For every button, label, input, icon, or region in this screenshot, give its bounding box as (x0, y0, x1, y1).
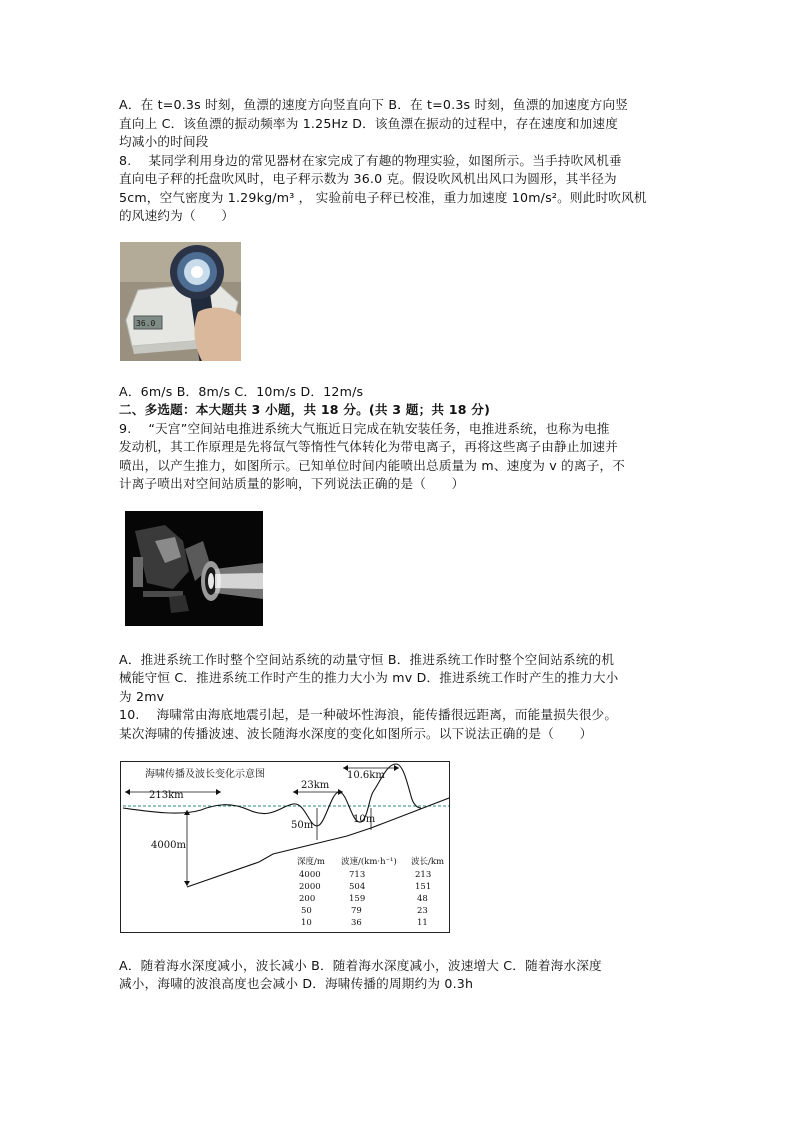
label-10m: 10m (353, 814, 376, 825)
q7-options-line-2: 直向上 C．该鱼漂的振动频率为 1.25Hz D．该鱼漂在振动的过程中，存在速度和加速度 (119, 116, 619, 131)
table-cell: 10 (301, 918, 312, 928)
q8-stem-line-3: 5cm，空气密度为 1.29kg/m³ ， 实验前电子秤已校准，重力加速度 10m/s²。则此时吹风机 (119, 190, 647, 205)
table-cell: 213 (415, 870, 432, 880)
table-cell: 11 (417, 918, 428, 928)
q8-stem-line-1: 8. 某同学利用身边的常见器材在家完成了有趣的物理实验，如图所示。当手持吹风机垂 (119, 153, 622, 168)
table-header-speed: 波速/(km·h⁻¹) (341, 857, 397, 867)
q9-stem-line-4: 计离子喷出对空间站质量的影响，下列说法正确的是（ ） (119, 476, 465, 491)
label-50m: 50m (291, 820, 314, 831)
q10-options-line-2: 减小，海啸的波浪高度也会减小 D．海啸传播的周期约为 0.3h (119, 976, 474, 991)
q9-stem-line-2: 发动机，其工作原理是先将氙气等惰性气体转化为带电离子，再将这些离子由静止加速并 (119, 439, 618, 454)
q8-stem-line-2: 直向电子秤的托盘吹风时，电子秤示数为 36.0 克。假设吹风机出风口为圆形，其半径为 (119, 171, 617, 186)
label-10-6km: 10.6km (347, 770, 385, 781)
q9-stem-line-1: 9. “天宫”空间站电推进系统大气瓶近日完成在轨安装任务，电推进系统，也称为电推 (119, 421, 610, 436)
q9-stem-line-3: 喷出，以产生推力，如图所示。已知单位时间内能喷出总质量为 m、速度为 v 的离子，不 (119, 458, 626, 473)
q8-stem-line-4: 的风速约为（ ） (119, 208, 235, 223)
depth-speed-table (297, 856, 444, 928)
section-heading: 二、多选题：本大题共 3 小题，共 18 分。(共 3 题；共 18 分) (119, 402, 491, 417)
tsunami-diagram (120, 761, 450, 933)
q9-options-line-2: 械能守恒 C．推进系统工作时产生的推力大小为 mv D．推进系统工作时产生的推力大小 (119, 670, 619, 685)
table-cell: 23 (417, 906, 428, 916)
table-cell: 504 (349, 882, 366, 892)
ion-thruster-photo (125, 511, 263, 626)
q9-options-line-1: A．推进系统工作时整个空间站系统的动量守恒 B．推进系统工作时整个空间站系统的机 (119, 652, 615, 667)
hair-dryer-scale-photo (120, 242, 241, 361)
table-cell: 50 (301, 906, 312, 916)
scale-display-reading: 36.0 (136, 319, 156, 328)
table-cell: 2000 (299, 882, 321, 892)
table-cell: 79 (351, 906, 362, 916)
table-header-depth: 深度/m (297, 857, 325, 867)
table-cell: 151 (415, 882, 432, 892)
table-cell: 713 (349, 870, 366, 880)
table-cell: 36 (351, 918, 362, 928)
table-cell: 159 (349, 894, 366, 904)
table-cell: 200 (299, 894, 316, 904)
q7-options-line-3: 均减小的时间段 (119, 134, 209, 149)
label-213km: 213km (149, 790, 184, 801)
label-4000m: 4000m (151, 840, 186, 851)
q10-options-line-1: A．随着海水深度减小，波长减小 B．随着海水深度减小，波速增大 C．随着海水深度 (119, 958, 602, 973)
q10-stem-line-1: 10. 海啸常由海底地震引起，是一种破坏性海浪，能传播很远距离，而能量损失很少。 (119, 707, 618, 722)
table-header-wavelength: 波长/km (411, 857, 445, 867)
figure-title: 海啸传播及波长变化示意图 (145, 769, 265, 780)
q9-options-line-3: 为 2mv (119, 689, 165, 704)
q7-options-line-1: A．在 t=0.3s 时刻，鱼漂的速度方向竖直向下 B．在 t=0.3s 时刻，鱼漂的加速度方向竖 (119, 97, 629, 112)
table-cell: 4000 (299, 870, 321, 880)
label-23km: 23km (301, 780, 330, 791)
q8-options: A．6m/s B．8m/s C．10m/s D．12m/s (119, 384, 364, 399)
q10-stem-line-2: 某次海啸的传播波速、波长随海水深度的变化如图所示。以下说法正确的是（ ） (119, 726, 593, 741)
table-cell: 48 (417, 894, 428, 904)
